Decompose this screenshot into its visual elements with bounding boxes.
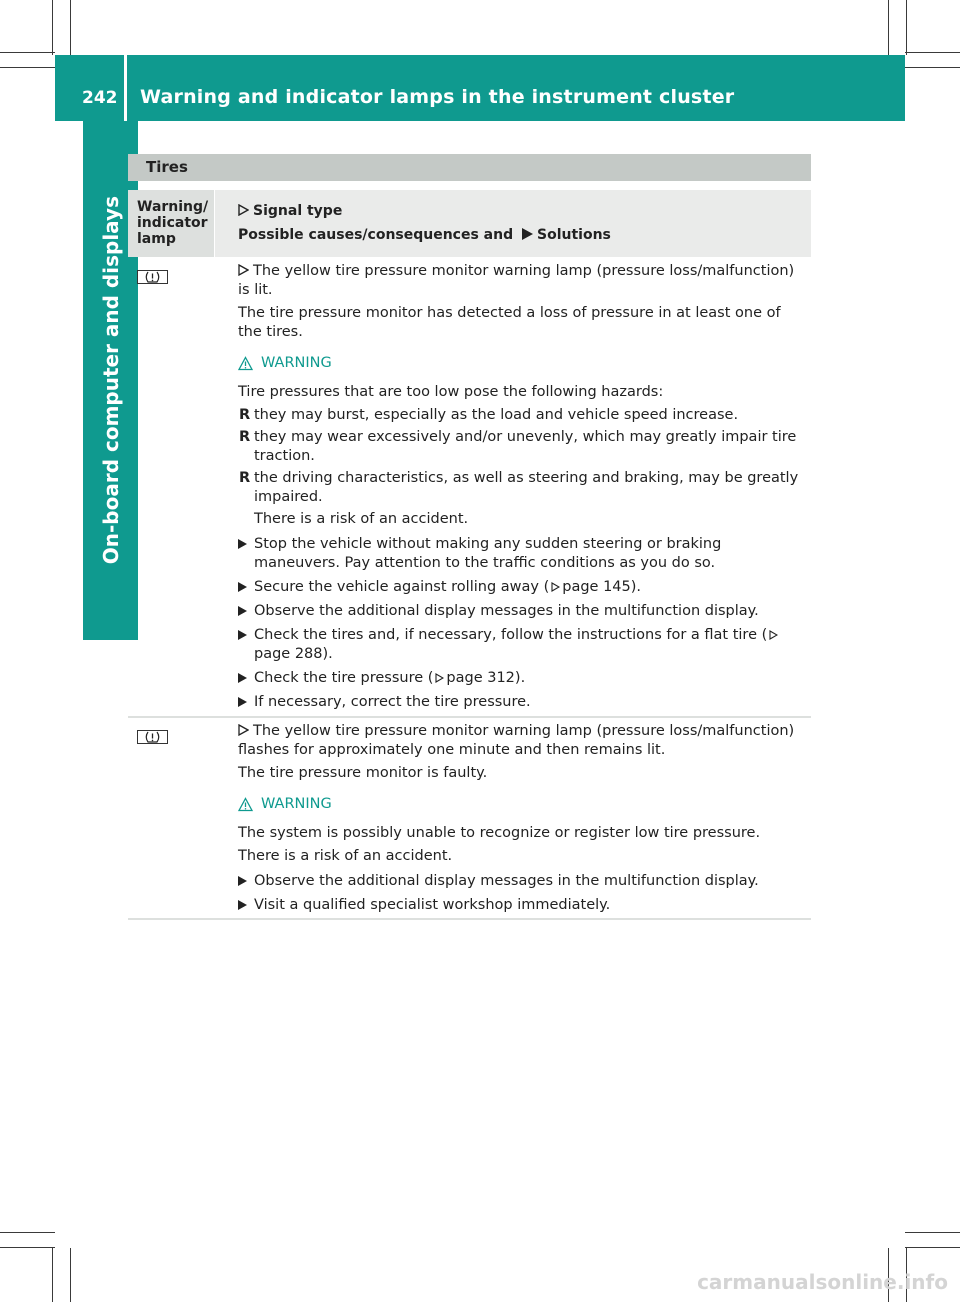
action-item [238, 896, 808, 915]
side-tab-label: On-board computer and displays [98, 196, 123, 565]
crop-mark [52, 0, 53, 55]
page-ref-icon [551, 582, 560, 592]
signal-text [238, 722, 808, 760]
crop-mark [0, 52, 55, 53]
action-arrow-icon [238, 697, 247, 707]
table-row [128, 722, 811, 917]
bullet-text: the driving characteristics, as well as steering and braking, may be greatly impaired. [254, 470, 799, 505]
table-header [128, 190, 811, 257]
list-item [238, 406, 808, 425]
column-lamp-line: Warning/ [137, 199, 209, 215]
action-text: Stop the vehicle without making any sudden steering or braking maneuvers. Pay attention to the traffic conditions as you do so. [254, 536, 722, 571]
action-arrow-icon [238, 673, 247, 683]
table-row [128, 262, 811, 712]
risk-text: There is a risk of an accident. [238, 848, 453, 864]
column-lamp-header [128, 190, 214, 257]
list-item [238, 469, 808, 507]
warning-triangle-icon [238, 356, 253, 371]
page-title: Warning and indicator lamps in the instrument cluster [140, 86, 735, 108]
cause-text: The tire pressure monitor is faulty. [238, 765, 488, 781]
signal-type-label: Signal type [253, 203, 343, 219]
action-arrow-icon [238, 630, 247, 640]
page-reference[interactable]: page 288). [254, 646, 333, 662]
bullet-mark: R [239, 470, 251, 486]
row-content [238, 262, 808, 717]
action-item [238, 535, 808, 573]
warning-triangle-icon [238, 797, 253, 812]
action-item [238, 578, 808, 597]
header-separator [124, 55, 127, 121]
crop-mark [70, 0, 71, 55]
row-content [238, 722, 808, 920]
action-text: Observe the additional display messages in the multifunction display. [254, 603, 759, 619]
column-signal-header [215, 190, 811, 257]
action-text: If necessary, correct the tire pressure. [254, 694, 531, 710]
list-item [238, 428, 808, 466]
action-arrow-icon [238, 582, 247, 592]
bullet-text: they may burst, especially as the load and vehicle speed increase. [254, 407, 739, 423]
signal-description: The yellow tire pressure monitor warning lamp (pressure loss/malfunction) is lit. [238, 263, 795, 298]
warning-heading [238, 795, 808, 814]
crop-mark [0, 67, 55, 68]
section-title: Tires [128, 154, 811, 181]
signal-description: The yellow tire pressure monitor warning lamp (pressure loss/malfunction) flashes for approximately one minute and then remains lit. [238, 723, 795, 758]
page-reference[interactable]: page 312). [446, 670, 526, 686]
crop-mark [906, 0, 907, 55]
crop-mark [70, 1248, 71, 1302]
action-item [238, 602, 808, 621]
watermark: carmanualsonline.info [697, 1270, 948, 1294]
column-lamp-line: indicator [137, 215, 208, 231]
crop-mark [905, 1232, 960, 1233]
hazard-intro: Tire pressures that are too low pose the following hazards: [238, 384, 664, 400]
column-lamp-line: lamp [137, 231, 176, 247]
solutions-label: Solutions [537, 227, 611, 243]
action-item [238, 626, 808, 664]
outline-triangle-icon [238, 264, 249, 276]
action-text: Secure the vehicle against rolling away ( [254, 579, 550, 595]
risk-line [238, 510, 808, 529]
crop-mark [888, 0, 889, 55]
action-item [238, 669, 808, 688]
tire-pressure-lamp-icon [137, 270, 168, 284]
page-number: 242 [82, 88, 118, 108]
action-arrow-icon [238, 606, 247, 616]
action-arrow-icon [238, 539, 247, 549]
action-text: Check the tire pressure ( [254, 670, 434, 686]
risk-text: There is a risk of an accident. [254, 511, 469, 527]
action-item [238, 693, 808, 712]
action-arrow-icon [238, 876, 247, 886]
cause-text: The tire pressure monitor has detected a loss of pressure in at least one of the tires. [238, 305, 781, 340]
page-reference[interactable]: page 145). [562, 579, 642, 595]
tire-pressure-lamp-icon [137, 730, 168, 744]
crop-mark [905, 52, 960, 53]
action-text: Check the tires and, if necessary, follow the instructions for a flat tire ( [254, 627, 768, 643]
bullet-mark: R [239, 429, 251, 445]
outline-triangle-icon [238, 724, 249, 736]
causes-label: Possible causes/consequences and [238, 227, 514, 243]
warning-label: WARNING [261, 355, 332, 371]
signal-text [238, 262, 808, 300]
crop-mark [905, 67, 960, 68]
row-divider [128, 716, 811, 718]
outline-triangle-icon [238, 204, 249, 216]
action-text: Observe the additional display messages in the multifunction display. [254, 873, 759, 889]
page-ref-icon [769, 630, 778, 640]
bullet-text: they may wear excessively and/or unevenly, which may greatly impair tire traction. [254, 429, 797, 464]
crop-mark [0, 1247, 55, 1248]
warning-heading [238, 354, 808, 373]
warning-label: WARNING [261, 796, 332, 812]
action-text: Visit a qualified specialist workshop immediately. [254, 897, 611, 913]
crop-mark [52, 1248, 53, 1302]
bullet-mark: R [239, 407, 251, 423]
row-divider [128, 918, 811, 920]
signal-type-header [238, 199, 811, 223]
crop-mark [905, 1247, 960, 1248]
crop-mark [0, 1232, 55, 1233]
solid-triangle-icon [522, 228, 533, 240]
action-item [238, 872, 808, 891]
action-arrow-icon [238, 900, 247, 910]
causes-header [238, 223, 811, 247]
page-ref-icon [435, 673, 444, 683]
warning-text: The system is possibly unable to recognize or register low tire pressure. [238, 825, 761, 841]
